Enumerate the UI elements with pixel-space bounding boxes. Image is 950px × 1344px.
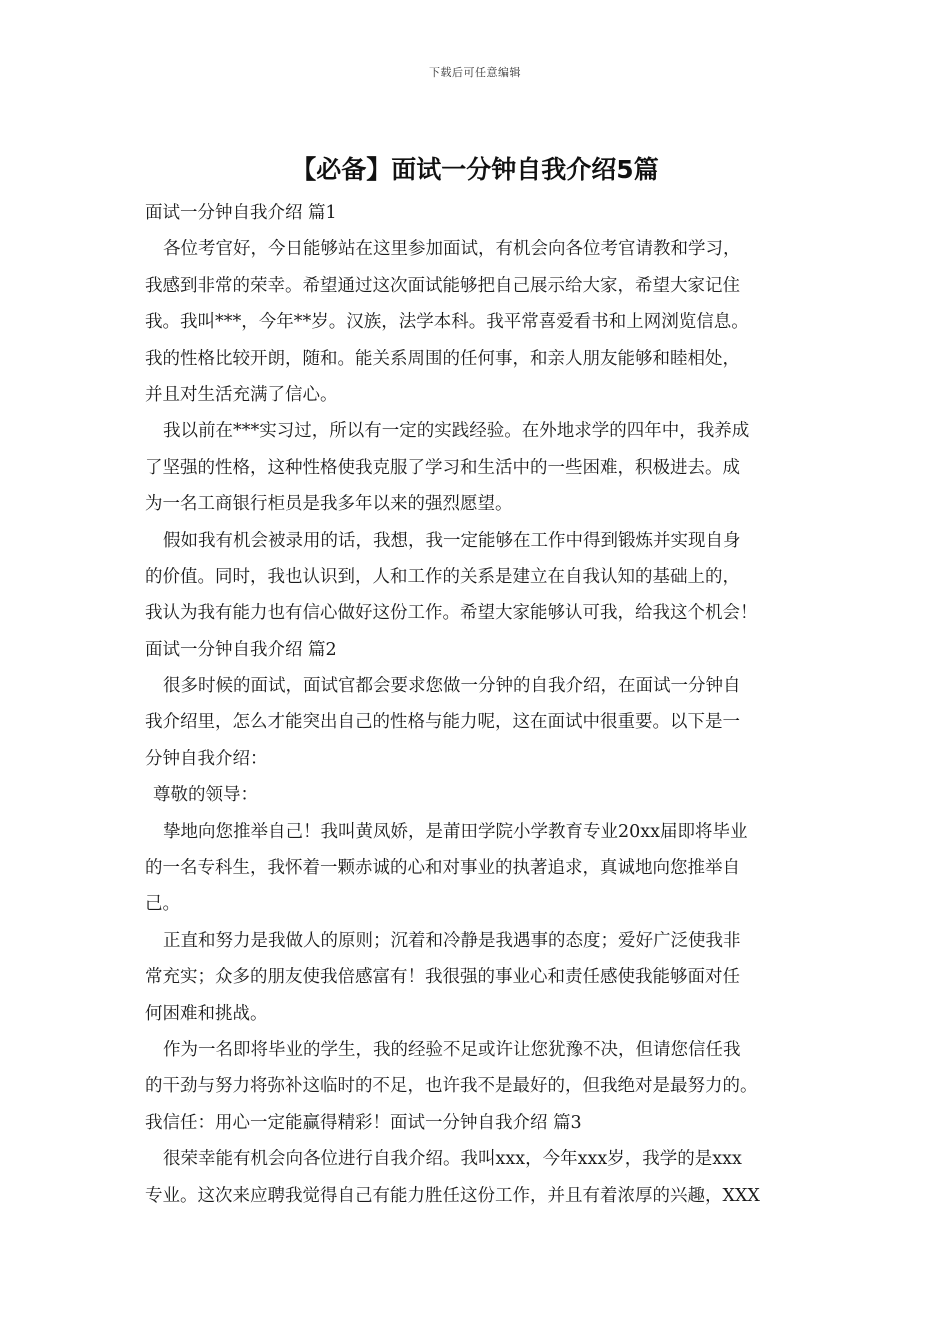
paragraph-line: 我。我叫***，今年**岁。汉族，法学本科。我平常喜爱看书和上网浏览信息。 bbox=[145, 312, 749, 333]
paragraph-line: 己。 bbox=[145, 894, 180, 915]
paragraph-line: 分钟自我介绍： bbox=[145, 748, 268, 769]
paragraph-line: 的干劲与努力将弥补这临时的不足，也许我不是最好的，但我绝对是最努力的。 bbox=[145, 1076, 758, 1097]
document-title: 【必备】面试一分钟自我介绍5篇 bbox=[291, 155, 659, 184]
paragraph-line: 很多时候的面试，面试官都会要求您做一分钟的自我介绍，在面试一分钟自 bbox=[163, 676, 741, 697]
paragraph-line: 我的性格比较开朗，随和。能关系周围的任何事，和亲人朋友能够和睦相处， bbox=[145, 348, 740, 369]
paragraph-line: 常充实；众多的朋友使我倍感富有！我很强的事业心和责任感使我能够面对任 bbox=[145, 967, 740, 988]
section-heading: 面试一分钟自我介绍 篇1 bbox=[145, 203, 337, 223]
paragraph-line: 尊敬的领导： bbox=[153, 785, 258, 806]
paragraph-line: 正直和努力是我做人的原则；沉着和冷静是我遇事的态度；爱好广泛使我非 bbox=[163, 930, 741, 951]
paragraph-line: 很荣幸能有机会向各位进行自我介绍。我叫xxx，今年xxx岁，我学的是xxx bbox=[163, 1149, 742, 1170]
document-body bbox=[145, 195, 815, 1214]
paragraph-line: 的一名专科生，我怀着一颗赤诚的心和对事业的执著追求，真诚地向您推举自 bbox=[145, 858, 740, 879]
paragraph-line: 各位考官好，今日能够站在这里参加面试，有机会向各位考官请教和学习， bbox=[163, 239, 741, 260]
paragraph-line: 专业。这次来应聘我觉得自己有能力胜任这份工作，并且有着浓厚的兴趣，XXX bbox=[145, 1185, 760, 1206]
paragraph-line: 何困难和挑战。 bbox=[145, 1003, 268, 1024]
header-note: 下载后可任意编辑 bbox=[429, 66, 521, 79]
paragraph-line: 我以前在***实习过，所以有一定的实践经验。在外地求学的四年中，我养成 bbox=[163, 421, 750, 442]
paragraph-line: 为一名工商银行柜员是我多年以来的强烈愿望。 bbox=[145, 494, 513, 515]
paragraph-line: 我信任：用心一定能赢得精彩！面试一分钟自我介绍 篇3 bbox=[145, 1112, 582, 1133]
paragraph-line: 我介绍里，怎么才能突出自己的性格与能力呢，这在面试中很重要。以下是一 bbox=[145, 712, 740, 733]
paragraph-line: 我认为我有能力也有信心做好这份工作。希望大家能够认可我，给我这个机会！ bbox=[145, 603, 758, 624]
paragraph-line: 的价值。同时，我也认识到，人和工作的关系是建立在自我认知的基础上的， bbox=[145, 566, 740, 587]
paragraph-line: 作为一名即将毕业的学生，我的经验不足或许让您犹豫不决，但请您信任我 bbox=[163, 1039, 741, 1060]
section-heading: 面试一分钟自我介绍 篇2 bbox=[145, 639, 337, 660]
paragraph-line: 我感到非常的荣幸。希望通过这次面试能够把自己展示给大家，希望大家记住 bbox=[145, 275, 740, 296]
paragraph-line: 并且对生活充满了信心。 bbox=[145, 384, 338, 405]
paragraph-line: 假如我有机会被录用的话，我想，我一定能够在工作中得到锻炼并实现自身 bbox=[163, 530, 741, 551]
paragraph-line: 了坚强的性格，这种性格使我克服了学习和生活中的一些困难，积极进去。成 bbox=[145, 457, 740, 478]
paragraph-line: 挚地向您推举自己！我叫黄凤娇，是莆田学院小学教育专业20xx届即将毕业 bbox=[163, 821, 748, 842]
